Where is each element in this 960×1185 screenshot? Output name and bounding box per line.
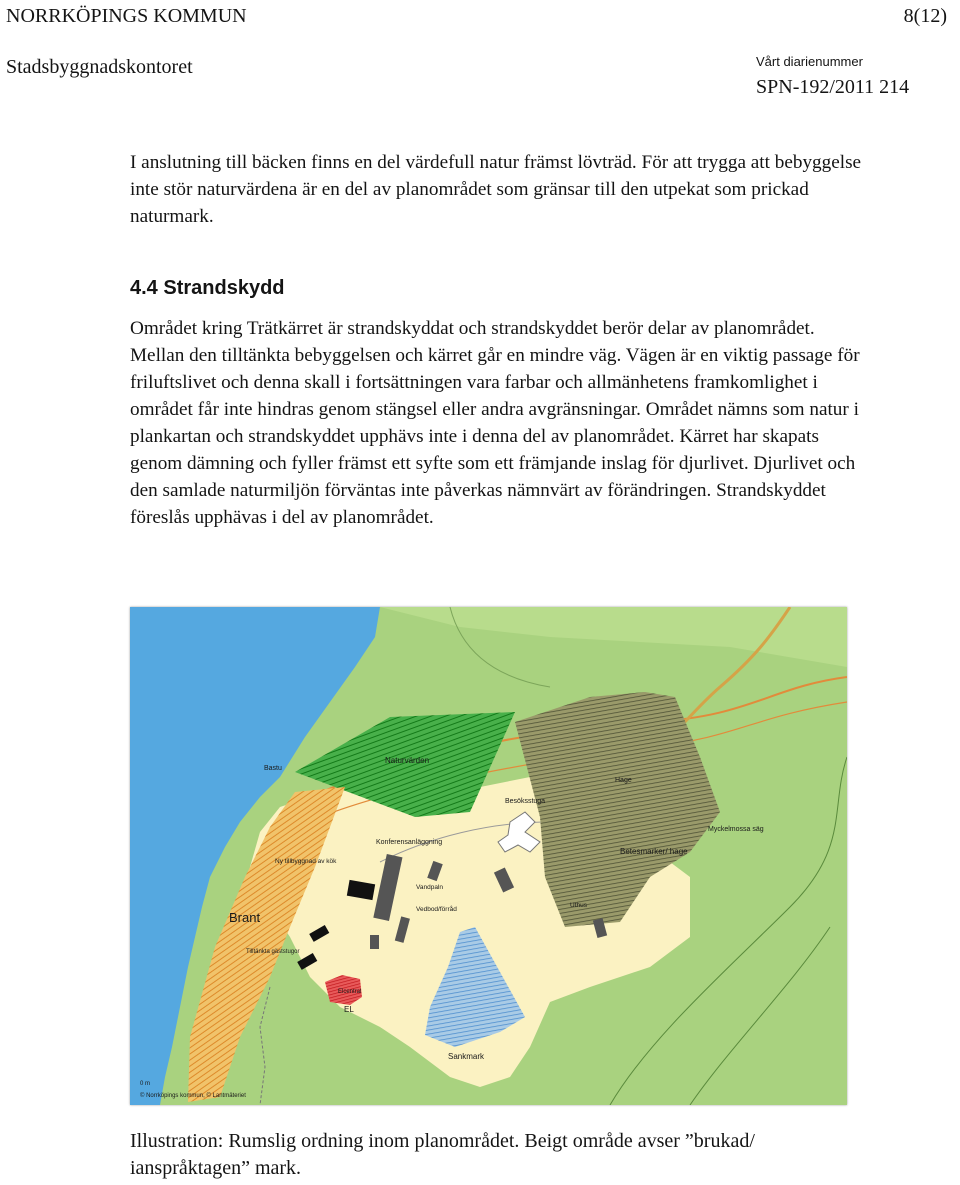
header-ref-label: Vårt diarienummer [756,54,863,69]
label-copyright: © Norrköpings kommun, © Lantmäteriet [140,1093,246,1099]
label-vandpaln: Vandpaln [416,884,443,891]
label-sankmark: Sankmark [448,1052,485,1061]
label-tilltankta: Tilltänkta gäststugor [246,949,300,955]
label-besoksstuga: Besöksstuga [505,798,546,805]
header-page-number: 8(12) [903,5,947,27]
header-org: NORRKÖPINGS KOMMUN [6,5,247,27]
figure-caption: Illustration: Rumslig ordning inom planområdet. Beigt område avser ”brukad/ ianspråktagen” mark. [130,1130,755,1179]
label-vedbod: Vedbod/förråd [416,906,457,913]
label-uthus: Uthus [570,902,587,909]
label-betesmarker: Betesmarker/ hage [620,847,688,856]
label-bastu: Bastu [264,765,282,772]
header-department: Stadsbyggnadskontoret [6,56,193,78]
label-hage: Hage [615,777,632,784]
section-heading: 4.4 Strandskydd [130,277,285,299]
intro-paragraph: I anslutning till bäcken finns en del värdefull natur främst lövträd. För att trygga att bebyggelse inte stör naturvärdena är en del av planområdet som gränsar till den utpekat som prickad naturmark. [130,152,862,227]
building-small-2 [370,935,379,949]
label-elcentral: Elcentral [338,989,362,995]
label-konferens: Konferensanläggning [376,839,443,846]
label-brant: Brant [229,910,261,925]
label-el: EL [344,1005,354,1014]
label-ny-tillbyggnad: Ny tillbyggnad av kök [275,858,337,865]
label-scale: 0 m [140,1081,151,1087]
label-naturvarden: Naturvärden [385,756,430,765]
header-ref-number: SPN-192/2011 214 [756,76,910,98]
section-paragraph: Området kring Trätkärret är strandskyddat och strandskyddet berör delar av planområdet. Mellan den tilltänkta bebyggelsen och kärret går en mindre väg. Vägen är en viktig passage för friluftslivet och denna skall i fortsättningen vara farbar och allmänhetens framkomlighet i området får inte hindras genom stängsel eller andra avgränsningar. Området nämns som natur i plankartan och strandskyddet upphävs inte i denna del av planområdet. Kärret har skapats genom dämning och fyller främst ett syfte som ett främjande inslag för djurlivet. Djurlivet och den samlade naturmiljön förväntas inte påverkas nämnvärt av förändringen. Strandskyddet föreslås upphävas i del av planområdet. [130,318,860,528]
site-plan-map [130,607,847,1105]
label-myckelmossa: Myckelmossa säg [708,826,764,833]
